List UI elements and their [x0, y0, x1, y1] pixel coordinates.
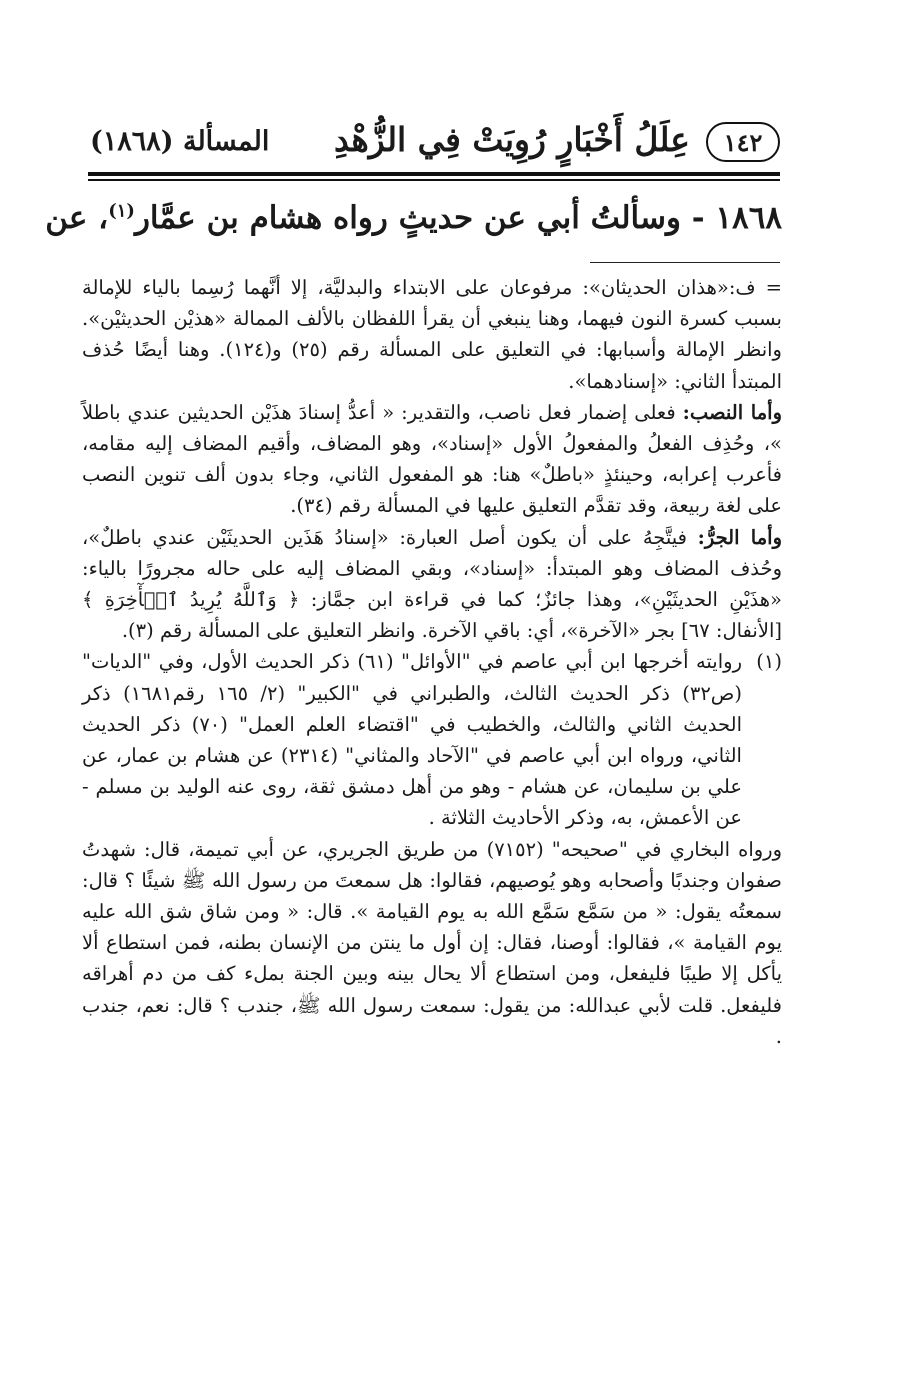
footnotes [82, 272, 782, 1052]
header-rule-thick [88, 172, 780, 176]
footnote-1-paragraph-2: ورواه البخاري في "صحيحه" (٧١٥٢) من طريق الجريري، عن أبي تميمة، قال: شهدتُ صفوان وجندبًا وأصحابه وهو يُوصيهم، فقالوا: هل سمعتَ من رسول الله ﷺ شيئًا ؟ قال: سمعتُه يقول: « من سَمَّع سَمَّع الله به يوم القيامة ». قال: « ومن شاق شق الله عليه يوم القيامة »، فقالوا: أوصنا، فقال: إن أول ما ينتن من الإنسان بطنه، فمن استطاع ألا يأكل إلا طيبًا فليفعل، ومن استطاع ألا يحال بينه وبين الجنة بملء كف من دم أهراقه فليفعل. قلت لأبي عبدالله: من يقول: سمعت رسول الله ﷺ، جندب ؟ قال: نعم، جندب . [82, 837, 782, 1048]
paragraph-lead: وأما الجرُّ: [697, 525, 782, 549]
footnote-1-paragraph-1: روايته أخرجها ابن أبي عاصم في "الأوائل" (٦١) ذكر الحديث الأول، وفي "الديات" (ص٣٢) ذكر الحديث الثالث، والطبراني في "الكبير" (٢/ ١٦٥ رقم١٦٨١) ذكر الحديث الثاني والثالث، والخطيب في "اقتضاء العلم العمل" (٧٠) ذكر الحديث الثاني، ورواه ابن أبي عاصم في "الآحاد والمثاني" (٢٣١٤) عن هشام بن عمار، عن علي بن سليمان، عن هشام - وهو من أهل دمشق ثقة، روى عنه الوليد بن مسلم - عن الأعمش، به، وذكر الأحاديث الثلاثة . [82, 650, 742, 830]
main-text [45, 188, 782, 248]
paragraph-body: فيتَّجِهُ على أن يكون أصل العبارة: «إسنادُ هَذَين الحديثَيْن عندي باطلٌ»، وحُذف المضاف وهو المبتدأ: «إسناد»، وبقي المضاف إليه على حاله مجرورًا بالياء: «هذَيْنِ الحديثَيْنِ»، وهذا جائزٌ؛ كما في قراءة ابن جمَّاز: ﴿ وَٱللَّهُ يُرِيدُ ٱلۡأٓخِرَةِ ﴾ [الأنفال: ٦٧] بجر «الآخرة»، أي: باقي الآخرة. وانظر التعليق على المسألة رقم (٣). [82, 525, 782, 643]
footnote-1 [82, 646, 782, 833]
page-header [80, 118, 780, 174]
footnote-reference: (١) [108, 200, 135, 222]
book-title: عِلَلُ أَخْبَارٍ رُوِيَتْ فِي الزُّهْدِ [334, 120, 690, 159]
paragraph-body: فعلى إضمار فعل ناصب، والتقدير: « أعدُّ إسنادَ هذَيْن الحديثين عندي باطلاً »، وحُذِف الفعلُ والمفعولُ الأول «إسناد»، وهو المضاف، وأقيم المضاف إليه مقامه، فأعرب إعرابه، وحينئذٍ «باطلٌ» هنا: هو المفعول الثاني، وجاء بدون ألف تنوين النصب على لغة ربيعة، وقد تقدَّم التعليق عليها في المسألة رقم (٣٤). [82, 400, 782, 518]
footnote-continuation-3 [82, 522, 782, 647]
footnote-number: (١) [756, 650, 782, 674]
main-text-end: ، عن [45, 200, 109, 236]
paragraph-lead: وأما النصب: [682, 400, 782, 424]
section-label: المسألة (١٨٦٨) [90, 126, 270, 157]
header-rule-thin [88, 179, 780, 181]
footnote-continuation-1: = ف:«هذان الحديثان»: مرفوعان على الابتداء والبدليَّة، إلا أنَّهما رُسِما بالياء للإمالة بسبب كسرة النون فيهما، وهنا ينبغي أن يقرأ اللفظان بالألف الممالة «هذيْن الحديثيْن». وانظر الإمالة وأسبابها: في التعليق على المسألة رقم (٢٥) و(١٢٤). وهنا أيضًا حُذف المبتدأ الثاني: «إسنادهما». [82, 276, 782, 393]
footnote-separator [590, 262, 780, 263]
page-number: ١٤٢ [723, 127, 763, 157]
main-text-start: ١٨٦٨ - وسألتُ أبي عن حديثٍ رواه هشام بن عمَّار [134, 200, 782, 236]
page-number-badge [706, 122, 780, 162]
footnote-continuation-2 [82, 397, 782, 522]
